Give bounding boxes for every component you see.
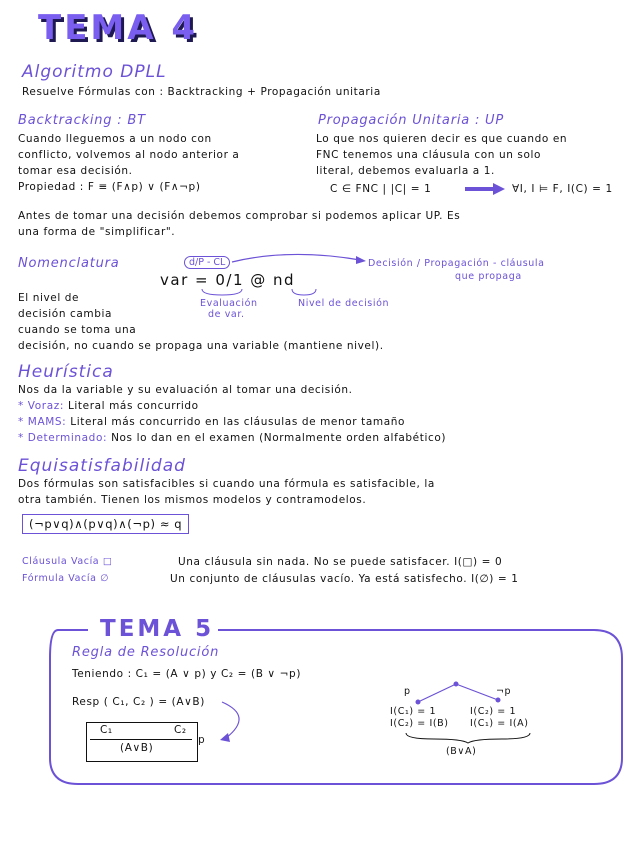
tree-notp: ¬p	[496, 686, 512, 697]
teniendo: Teniendo : C₁ = (A ∨ p) y C₂ = (B ∨ ¬p)	[72, 668, 302, 680]
frac-c2: C₂	[174, 724, 187, 736]
nivel-line-0: El nivel de	[18, 292, 80, 304]
heur-item-2-text: Nos lo dan en el examen (Normalmente orden alfabético)	[111, 432, 447, 444]
frac-c1: C₁	[100, 724, 113, 736]
heur-item-1: * MAMS: Literal más concurrido en las cláusulas de menor tamaño	[18, 416, 406, 428]
heur-item-1-name: MAMS:	[27, 416, 67, 428]
frac-p: p	[198, 734, 206, 746]
nom-right: Decisión / Propagación - cláusula	[368, 258, 545, 269]
dpll-heading: Algoritmo DPLL	[22, 62, 167, 82]
heur-item-0-name: Voraz:	[27, 400, 64, 412]
formula-vacia-text: Un conjunto de cláusulas vacío. Ya está satisfecho. I(∅) = 1	[170, 573, 519, 585]
resp-arrow-icon	[218, 700, 254, 744]
clausula-vacia-text: Una cláusula sin nada. No se puede satisfacer. I(□) = 0	[178, 556, 503, 568]
tema4-title: TEMA 4	[38, 8, 199, 48]
nivel-line-2: cuando se toma una	[18, 324, 137, 336]
bt-line-0: Cuando lleguemos a un nodo con	[18, 133, 212, 145]
heur-item-1-text: Literal más concurrido en las cláusulas de menor tamaño	[70, 416, 406, 428]
heur-item-0: * Voraz: Literal más concurrido	[18, 400, 199, 412]
heur-item-0-text: Literal más concurrido	[67, 400, 199, 412]
bt-line-3: Propiedad : F ≡ (F∧p) ∨ (F∧¬p)	[18, 181, 201, 193]
tema5-title: TEMA 5	[96, 616, 218, 642]
up-line-1: FNC tenemos una cláusula con un solo	[316, 149, 542, 161]
equi-line-1: otra también. Tienen los mismos modelos y contramodelos.	[18, 494, 367, 506]
nom-nivel: Nivel de decisión	[298, 298, 390, 309]
nomenclatura-heading: Nomenclatura	[18, 256, 120, 271]
bt-line-1: conflicto, volvemos al nodo anterior a	[18, 149, 240, 161]
nivel-line-3: decisión, no cuando se propaga una variable (mantiene nivel).	[18, 340, 384, 352]
antes-line-0: Antes de tomar una decisión debemos comprobar si podemos aplicar UP. Es	[18, 210, 461, 222]
tree-p: p	[404, 686, 411, 697]
dpll-line: Resuelve Fórmulas con : Backtracking + Propagación unitaria	[22, 86, 381, 98]
formula-vacia-label: Fórmula Vacía ∅	[22, 573, 109, 584]
nom-circle: d/P - CL	[184, 256, 230, 269]
bt-line-2: tomar esa decisión.	[18, 165, 133, 177]
equi-formula: (¬p∨q)∧(p∨q)∧(¬p) ≈ q	[22, 514, 189, 534]
heur-item-2: * Determinado: Nos lo dan en el examen (Normalmente orden alfabético)	[18, 432, 447, 444]
bt-heading: Backtracking : BT	[18, 113, 146, 128]
nom-arrow-icon	[230, 250, 370, 270]
heur-intro: Nos da la variable y su evaluación al tomar una decisión.	[18, 384, 353, 396]
nom-eval: Evaluación	[200, 298, 258, 309]
nom-var: var = 0/1 @ nd	[160, 271, 296, 289]
tree-result: (B∨A)	[446, 746, 477, 757]
up-heading: Propagación Unitaria : UP	[318, 113, 505, 128]
tree-brace-icon	[404, 731, 534, 745]
equi-heading: Equisatisfabilidad	[18, 456, 186, 476]
implies-arrow-icon	[463, 182, 507, 196]
equi-line-0: Dos fórmulas son satisfacibles si cuando una fórmula es satisfacible, la	[18, 478, 435, 490]
frac-line	[90, 739, 192, 740]
antes-line-1: una forma de "simplificar".	[18, 226, 176, 238]
tree-right-1: I(C₁) = I(A)	[470, 718, 529, 729]
heuristica-heading: Heurística	[18, 362, 114, 382]
frac-den: (A∨B)	[120, 742, 154, 754]
nom-right-2: que propaga	[455, 271, 522, 282]
up-line-0: Lo que nos quieren decir es que cuando en	[316, 133, 568, 145]
clausula-vacia-label: Cláusula Vacía □	[22, 556, 113, 567]
resp: Resp ( C₁, C₂ ) = (A∨B)	[72, 696, 205, 708]
up-line-2: literal, debemos evaluarla a 1.	[316, 165, 495, 177]
up-formula-right: ∀I, I ⊨ F, I(C) = 1	[512, 183, 613, 195]
tree-left-0: I(C₁) = 1	[390, 706, 437, 717]
up-formula-left: C ∈ FNC | |C| = 1	[330, 183, 432, 195]
nivel-line-1: decisión cambia	[18, 308, 113, 320]
regla-heading: Regla de Resolución	[72, 645, 220, 660]
nom-eval-2: de var.	[208, 309, 245, 320]
tree-right-0: I(C₂) = 1	[470, 706, 517, 717]
tree-left-1: I(C₂) = I(B)	[390, 718, 449, 729]
heur-item-2-name: Determinado:	[27, 432, 108, 444]
